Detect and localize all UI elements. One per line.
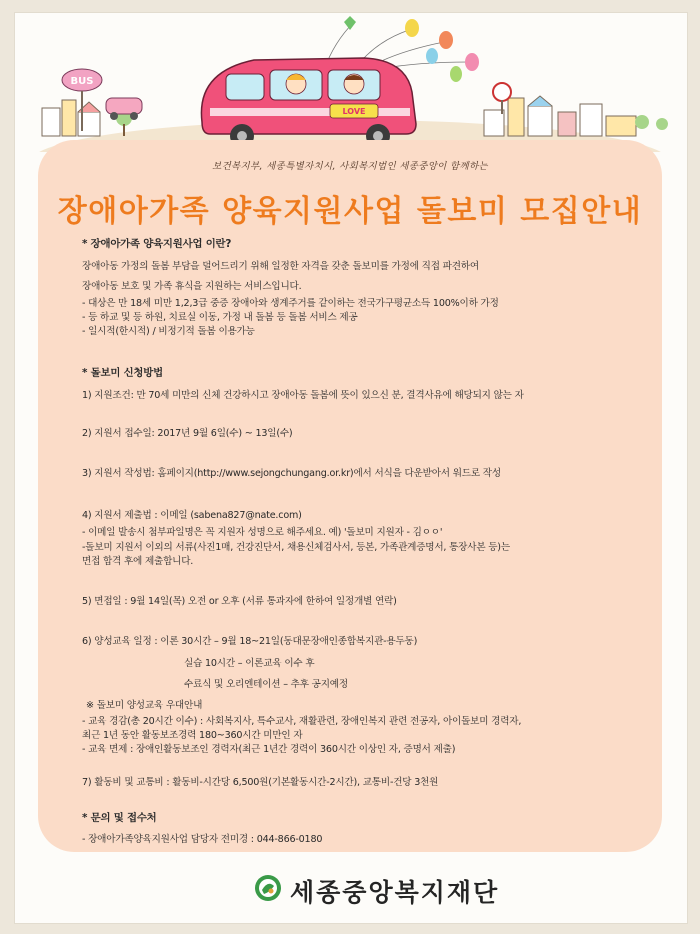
apply-item-2: 2) 지원서 접수일: 2017년 9월 6일(수) ~ 13일(수)	[82, 428, 293, 439]
apply-item-6-line-3: 수료식 및 오리엔테이션 – 추후 공지예정	[184, 679, 348, 690]
pink-bus-icon	[201, 58, 416, 148]
page-title: 장애아가족 양육지원사업 돌보미 모집안내	[57, 194, 643, 229]
apply-item-6-note-heading: ※ 돌보미 양성교육 우대안내	[86, 700, 203, 711]
apply-item-3: 3) 지원서 작성법: 홈페이지(http://www.sejongchungang.or.kr)에서 서식을 다운받아서 워드로 작성	[82, 468, 501, 479]
apply-item-6-note-3: - 교육 면제 : 장애인활동보조인 경력자(최근 1년간 경력이 360시간 이상인 자, 증명서 제출)	[82, 744, 456, 755]
about-item-1: - 대상은 만 18세 미만 1,2,3급 중증 장애아와 생계주거를 같이하는 전국가구평균소득 100%이하 가정	[82, 298, 499, 309]
apply-item-7: 7) 활동비 및 교통비 : 활동비-시간당 6,500원(기본활동시간-2시간), 교통비-건당 3천원	[82, 777, 439, 788]
apply-item-4: 4) 지원서 제출법 : 이메일 (sabena827@nate.com)	[82, 510, 302, 521]
apply-item-4-sub-3: 면접 합격 후에 제출합니다.	[82, 556, 194, 567]
about-item-3: - 일시적(한시적) / 비정기적 돌봄 이용가능	[82, 326, 255, 337]
section-heading-contact: * 문의 및 접수처	[82, 812, 157, 824]
organizers-subtitle: 보건복지부, 세종특별자치시, 사회복지법인 세종중앙이 함께하는	[212, 161, 488, 172]
right-buildings-icon	[484, 83, 668, 136]
sejong-foundation-logo-icon	[254, 874, 282, 902]
apply-item-6-note-1: - 교육 경감(총 20시간 이수) : 사회복지사, 특수교사, 재활관련, 장애인복지 관련 전공자, 아이돌보미 경력자,	[82, 716, 522, 727]
about-paragraph-1: 장애아동 가정의 돌봄 부담을 덜어드리기 위해 일정한 자격을 갖춘 돌보미를 가정에 직접 파견하여	[82, 261, 479, 272]
contact-line: - 장애아가족양육지원사업 담당자 전미경 : 044-866-0180	[82, 834, 323, 845]
apply-item-1: 1) 지원조건: 만 70세 미만의 신체 건강하시고 장애아동 돌봄에 뜻이 있으신 분, 결격사유에 해당되지 않는 자	[82, 390, 524, 401]
footer	[14, 862, 686, 918]
bus-town-illustration	[14, 12, 686, 152]
organization-name: 세종중앙복지재단	[290, 878, 500, 907]
apply-item-6: 6) 양성교육 일정 : 이론 30시간 – 9월 18~21일(동대문장애인종합복지관-용두동)	[82, 636, 418, 647]
section-heading-about: * 장애아가족 양육지원사업 이란?	[82, 238, 232, 250]
svg-text:BUS: BUS	[70, 76, 94, 87]
apply-item-6-line-2: 실습 10시간 – 이론교육 이수 후	[184, 658, 315, 669]
section-heading-apply: * 돌보미 신청방법	[82, 367, 163, 379]
apply-item-6-note-2: 최근 1년 동안 활동보조경력 180~360시간 미만인 자	[82, 730, 303, 741]
apply-item-5: 5) 면접일 : 9월 14일(목) 오전 or 오후 (서류 통과자에 한하여 일정개별 연락)	[82, 596, 397, 607]
about-paragraph-2: 장애아동 보호 및 가족 휴식을 지원하는 서비스입니다.	[82, 281, 302, 292]
svg-text:LOVE: LOVE	[342, 107, 366, 116]
apply-item-4-sub-1: - 이메일 발송시 첨부파일명은 꼭 지원자 성명으로 해주세요. 예) '돌보미 지원자 - 김ㅇㅇ'	[82, 527, 443, 538]
about-item-2: - 등 하교 및 등 하원, 치료실 이동, 가정 내 돌봄 등 돌봄 서비스 제공	[82, 312, 358, 323]
apply-item-4-sub-2: -돌보미 지원서 이외의 서류(사진1매, 건강진단서, 채용신체검사서, 등본, 가족관계증명서, 통장사본 등)는	[82, 542, 510, 553]
